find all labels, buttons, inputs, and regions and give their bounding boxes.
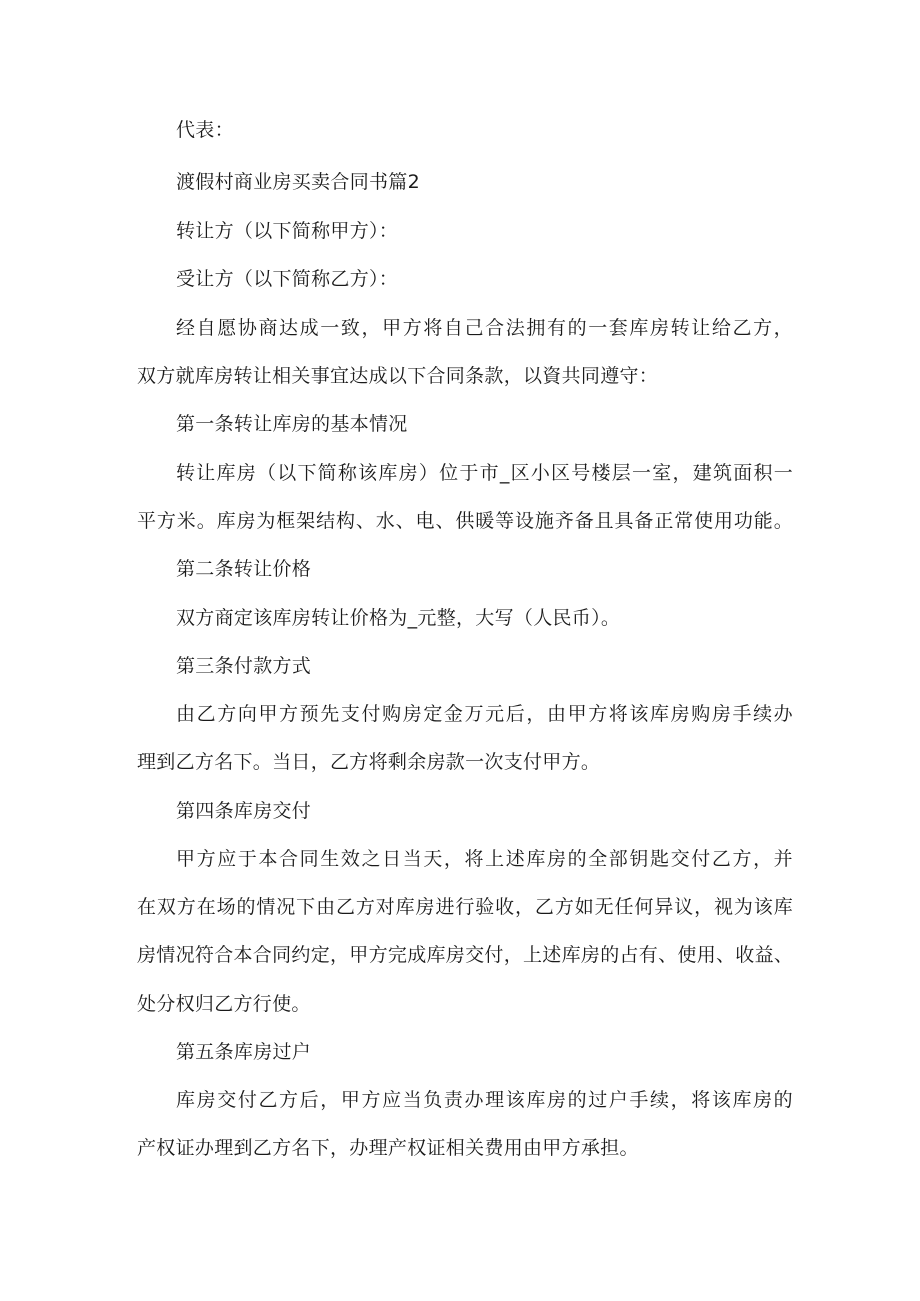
document-title: 渡假村商业房买卖合同书篇2 bbox=[176, 171, 420, 193]
article-2-heading: 第二条转让价格 bbox=[176, 558, 312, 580]
article-3-line-1: 由乙方向甲方预先支付购房定金万元后，由甲方将该库房购房手续办 bbox=[176, 703, 793, 725]
transferor-line: 转让方（以下简称甲方）： bbox=[176, 220, 399, 242]
preamble-line-2: 双方就库房转让相关事宜达成以下合同条款，以資共同遵守： bbox=[137, 365, 659, 387]
article-4-heading: 第四条库房交付 bbox=[176, 800, 312, 822]
article-5-line-2: 产权证办理到乙方名下，办理产权证相关费用由甲方承担。 bbox=[137, 1137, 639, 1159]
article-4-line-1: 甲方应于本合同生效之日当天，将上述库房的全部钥匙交付乙方，并 bbox=[176, 848, 793, 870]
article-3-line-2: 理到乙方名下。当日，乙方将剩余房款一次支付甲方。 bbox=[137, 751, 601, 773]
article-4-line-3: 房情况符合本合同约定，甲方完成库房交付，上述库房的占有、使用、收益、 bbox=[137, 944, 794, 966]
article-1-line-1: 转让库房（以下简称该库房）位于市_区小区号楼层一室，建筑面积一 bbox=[176, 462, 793, 484]
signature-representative-line: 代表： bbox=[176, 119, 234, 141]
article-1-line-2: 平方米。库房为框架结构、水、电、供暖等设施齐备且具备正常使用功能。 bbox=[137, 510, 793, 532]
article-4-line-4: 处分权归乙方行使。 bbox=[137, 993, 311, 1015]
preamble-line-1: 经自愿协商达成一致，甲方将自己合法拥有的一套库房转让给乙方， bbox=[176, 317, 793, 339]
transferee-line: 受让方（以下简称乙方）： bbox=[176, 268, 399, 290]
article-3-heading: 第三条付款方式 bbox=[176, 655, 312, 677]
article-1-heading: 第一条转让库房的基本情况 bbox=[176, 413, 408, 435]
article-4-line-2: 在双方在场的情况下由乙方对库房进行验收，乙方如无任何异议，视为该库 bbox=[137, 896, 793, 918]
article-2-line-1: 双方商定该库房转让价格为_元整，大写（人民币）。 bbox=[176, 607, 621, 629]
article-5-line-1: 库房交付乙方后，甲方应当负责办理该库房的过户手续，将该库房的 bbox=[176, 1089, 793, 1111]
article-5-heading: 第五条库房过户 bbox=[176, 1041, 312, 1063]
